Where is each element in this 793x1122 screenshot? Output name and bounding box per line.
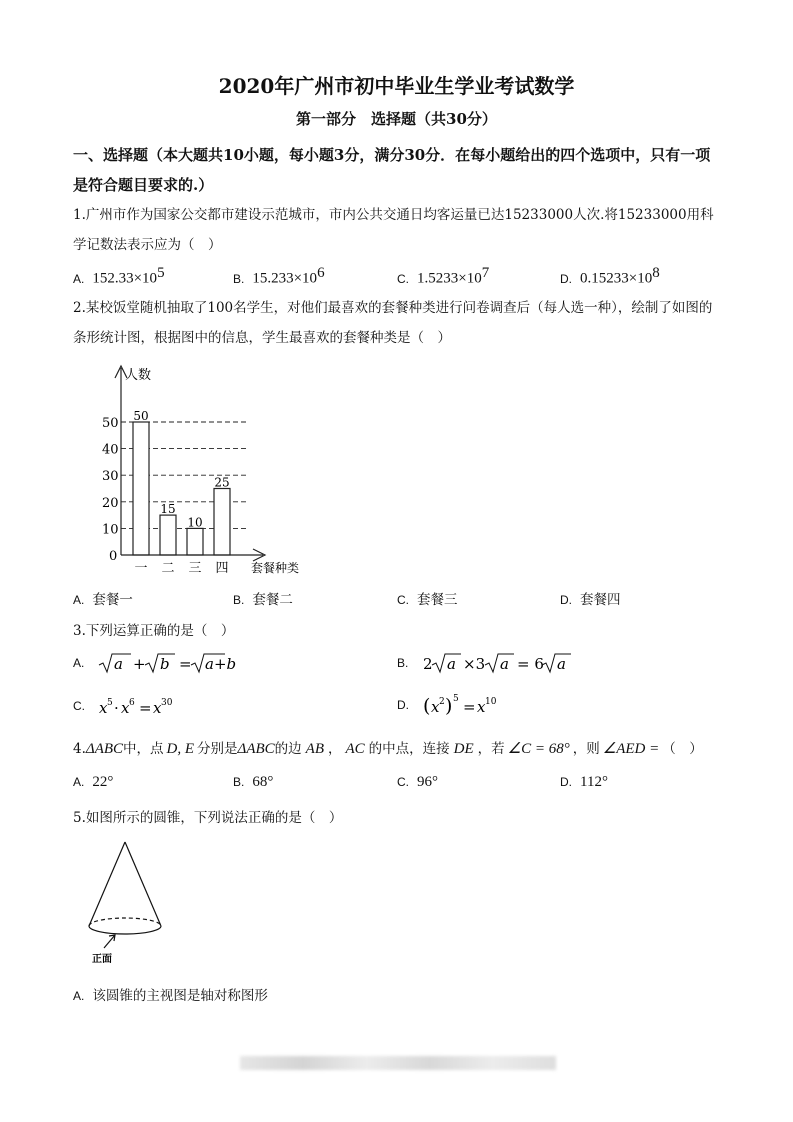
part-subtitle: 第一部分 选择题（共30分）: [296, 110, 497, 128]
y-axis-label: 人数: [125, 368, 152, 383]
svg-text:x: x: [431, 698, 440, 716]
svg-text:2: 2: [422, 655, 433, 673]
q2-option-c[interactable]: C. 套餐三: [397, 592, 458, 608]
x-tick-labels: [134, 561, 228, 576]
data-label-4: 25: [214, 475, 230, 490]
q3-formula-a: [97, 650, 236, 676]
data-label-3: 10: [187, 515, 203, 530]
svg-text:= 6: = 6: [516, 655, 544, 673]
svg-text:x: x: [477, 698, 486, 716]
y-tick-label-40: 40: [102, 442, 119, 458]
x-tick-label-1: 一: [134, 561, 148, 576]
svg-text:=: =: [463, 698, 476, 716]
svg-text:b: b: [159, 655, 170, 673]
svg-text:a: a: [113, 655, 123, 673]
q4-option-a[interactable]: A. 22°: [73, 774, 114, 790]
svg-text:): ): [445, 695, 453, 717]
bar-4: [214, 489, 230, 556]
svg-text:·: ·: [114, 699, 120, 717]
q3-option-b[interactable]: B. 2 a ×3 a = 6 a: [397, 650, 571, 676]
svg-text:(: (: [423, 695, 431, 717]
svg-text:x: x: [99, 699, 108, 717]
svg-text:+: +: [132, 655, 146, 673]
y-tick-label-20: 20: [102, 495, 119, 511]
q3-option-c[interactable]: C. x 5 · x 6 = x 30: [73, 693, 187, 719]
q1-option-b[interactable]: B. $15.233\times 10^6$: [233, 265, 325, 287]
y-tick-label-30: 30: [102, 469, 119, 485]
q4-option-b[interactable]: B. 68°: [233, 774, 274, 790]
q4-option-d[interactable]: D. 112°: [560, 774, 608, 790]
q1-option-d[interactable]: D. $0.15233\times 10^8$: [560, 265, 660, 287]
x-tick-label-2: 二: [161, 561, 175, 576]
bar-chart: [95, 362, 325, 582]
q2-option-d[interactable]: D. 套餐四: [560, 592, 621, 608]
cone-right-edge: [125, 842, 161, 926]
y-tick-label-10: 10: [102, 522, 119, 538]
section-heading: 一、选择题（本大题共10小题，每小题3分，满分30分．在每小题给出的四个选项中，只有一项是符合题目要求的.）: [73, 146, 711, 194]
svg-text:5: 5: [453, 694, 460, 704]
question-1-stem: 1.广州市作为国家公交都市建设示范城市，市内公共交通日均客运量已达15233000人次.将15233000用科学记数法表示应为（ ）: [73, 207, 714, 253]
q2-option-a[interactable]: A. 套餐一: [73, 592, 133, 608]
question-3-stem: 3.下列运算正确的是（ ）: [73, 623, 235, 639]
y-tick-label-50: 50: [102, 416, 119, 431]
x-tick-label-3: 三: [188, 561, 202, 576]
data-label-1: 50: [133, 409, 149, 423]
svg-text:a: a: [446, 655, 456, 673]
y-tick-labels: [102, 416, 119, 564]
cone-left-edge: [89, 842, 125, 926]
svg-text:x: x: [153, 699, 162, 717]
question-2-stem: 2.某校饭堂随机抽取了100名学生，对他们最喜欢的套餐种类进行问卷调查后（每人选一种），绘制了如图的条形统计图，根据图中的信息，学生最喜欢的套餐种类是（ ）: [73, 300, 713, 346]
q2-option-b[interactable]: B. 套餐二: [233, 592, 293, 608]
question-5-stem: 5.如图所示的圆锥，下列说法正确的是（ ）: [73, 810, 343, 826]
page-title: 2020年广州市初中毕业生学业考试数学: [218, 74, 575, 98]
cone-base-front: [89, 926, 161, 934]
svg-text:a+b: a+b: [204, 655, 236, 673]
blurred-footer: [240, 1056, 556, 1070]
svg-text:=: =: [178, 655, 192, 673]
q3-formula-c: [97, 693, 187, 719]
svg-text:=: =: [139, 699, 152, 717]
front-arrow: [104, 935, 115, 948]
question-4-stem: 4.ΔABC中，点 D, E 分别是ΔABC的边 AB ， AC 的中点，连接 DE ，若 ∠C = 68° ，则 ∠AED = （ ）: [73, 741, 703, 757]
y-tick-label-0: 0: [109, 549, 118, 564]
q1-option-a[interactable]: A. $152.33\times 10^5$: [73, 265, 165, 287]
svg-text:a: a: [556, 655, 566, 673]
q5-option-a[interactable]: A. 该圆锥的主视图是轴对称图形: [73, 988, 268, 1004]
q3-formula-b: [421, 650, 571, 676]
bar-2: [160, 515, 176, 555]
cone-figure: [80, 838, 180, 970]
svg-text:x: x: [121, 699, 130, 717]
svg-text:a: a: [499, 655, 509, 673]
svg-text:6: 6: [129, 698, 136, 708]
svg-text:10: 10: [485, 697, 497, 707]
bar-1: [133, 422, 149, 555]
q4-option-c[interactable]: C. 96°: [397, 774, 438, 790]
front-label: 正面: [92, 954, 112, 965]
svg-text:2: 2: [439, 697, 446, 707]
x-axis-label: 套餐种类: [251, 561, 300, 575]
q1-option-c[interactable]: C. $1.5233\times 10^7$: [397, 265, 490, 287]
q3-formula-d: [421, 690, 521, 720]
svg-text:30: 30: [161, 698, 173, 708]
svg-text:5: 5: [107, 698, 114, 708]
q3-option-a[interactable]: A. a + b = a+b: [73, 650, 227, 676]
data-label-2: 15: [160, 502, 176, 517]
svg-text:×3: ×3: [462, 655, 485, 673]
bar-3: [187, 528, 203, 555]
q3-option-d[interactable]: D. ( x 2 ) 5 = x 10: [397, 690, 521, 720]
cone-base-back: [89, 918, 161, 926]
x-tick-label-4: 四: [215, 561, 229, 576]
